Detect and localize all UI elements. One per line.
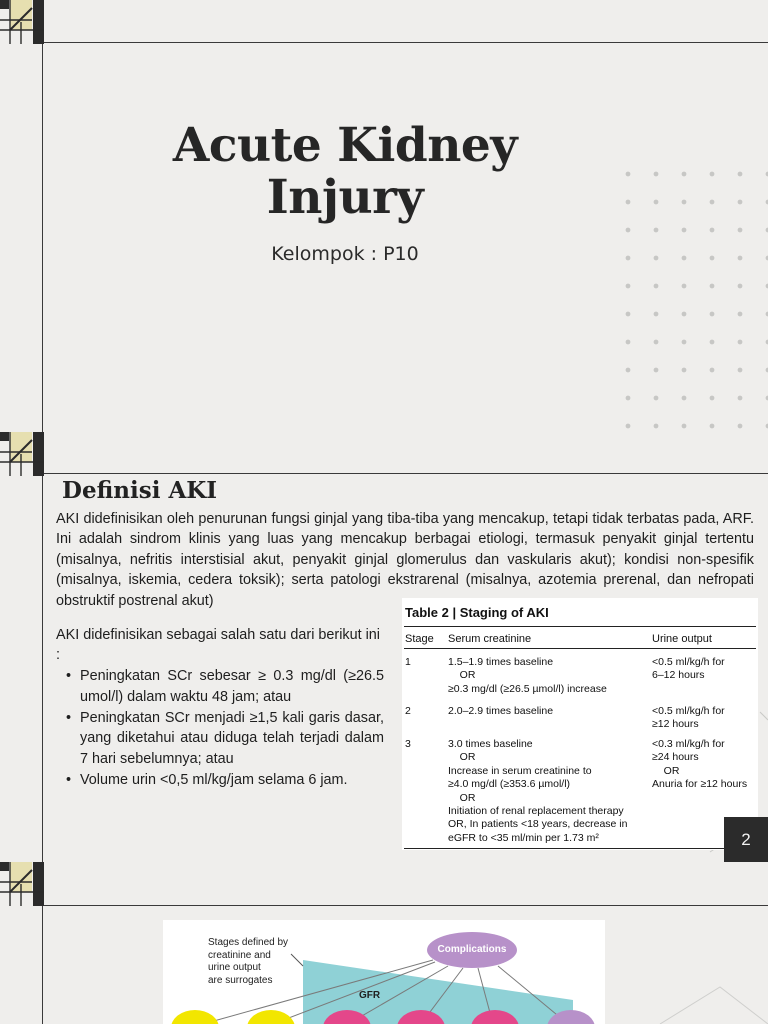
column-header-creatinine: Serum creatinine [448, 633, 532, 645]
staging-table [402, 598, 758, 850]
corner-grid-icon [0, 862, 44, 906]
gfr-label: GFR [359, 990, 381, 1001]
figure-note: Stages defined by creatinine and urine output are surrogates [208, 937, 289, 986]
horizontal-divider [0, 42, 768, 43]
list-item: • Volume urin <0,5 ml/kg/jam selama 6 jam. [66, 770, 384, 791]
page-number: 2 [724, 817, 768, 862]
table-rule [404, 848, 756, 849]
table-cell-creatinine: 2.0–2.9 times baseline [448, 705, 554, 717]
title-line-1: Acute Kidney [172, 118, 518, 173]
column-header-stage: Stage [405, 633, 434, 645]
criteria-list [66, 666, 384, 791]
decorative-triangles [640, 972, 768, 1024]
table-cell-stage: 2 [405, 705, 411, 717]
list-item: • Peningkatan SCr sebesar ≥ 0.3 mg/dl (≥26.5 umol/l) dalam waktu 48 jam; atau [66, 666, 384, 708]
list-item: • Peningkatan SCr menjadi ≥1,5 kali garis dasar, yang diketahui atau diduga telah terjadi dalam 7 hari sebelumnya; atau [66, 708, 384, 770]
corner-grid-icon [0, 0, 44, 44]
corner-grid-icon [0, 432, 44, 476]
table-cell-urine: <0.5 ml/kg/h for ≥12 hours [652, 705, 725, 731]
table-cell-creatinine: 1.5–1.9 times baseline OR ≥0.3 mg/dl (≥26.5 µmol/l) increase [448, 656, 607, 695]
vertical-divider [42, 0, 43, 432]
definition-paragraph: AKI didefinisikan oleh penurunan fungsi ginjal yang tiba-tiba yang mencakup, tetapi tidak terbatas pada, ARF. Ini adalah sindrom klinis yang luas yang mencakup berbagai etiologi, termasuk penyakit ginjal tertentu (misalnya, nefritis interstisial akut, penyakit ginjal glomerulus dan vaskularis akut); kondisi non-spesifik (misalnya, iskemia, cedera toksik); serta patologi ekstrarenal (misalnya, azotemia prerenal, dan nefropati obstruktif postrenal akut) [56, 511, 754, 609]
vertical-divider [42, 432, 43, 862]
table-rule [404, 648, 756, 649]
presentation-title [130, 120, 560, 224]
table-title: Table 2 | Staging of AKI [405, 605, 549, 620]
dot-pattern [622, 168, 768, 432]
title-slide [0, 0, 768, 432]
group-subtitle: Kelompok : P10 [271, 243, 419, 265]
column-header-urine: Urine output [652, 633, 712, 645]
table-cell-creatinine: 3.0 times baseline OR Increase in serum creatinine to ≥4.0 mg/dl (≥353.6 µmol/l) OR Initiation of renal replacement therapy OR, In patients <18 years, decrease in eGFR to <35 ml/min per 1.73 m² [448, 738, 628, 844]
diagram-slide [0, 862, 768, 1024]
table-cell-urine: <0.3 ml/kg/h for ≥24 hours OR Anuria for ≥12 hours [652, 738, 748, 791]
table-cell-stage: 3 [405, 738, 411, 750]
table-cell-urine: <0.5 ml/kg/h for 6–12 hours [652, 656, 725, 682]
horizontal-divider [0, 473, 768, 474]
aki-concept-figure [163, 920, 605, 1024]
criteria-intro: AKI didefinisikan sebagai salah satu dari berikut ini : [56, 627, 380, 664]
title-line-2: Injury [266, 170, 424, 225]
horizontal-divider [0, 905, 768, 906]
complications-node: Complications [427, 932, 517, 968]
definition-slide [0, 432, 768, 862]
table-cell-stage: 1 [405, 656, 411, 668]
table-rule [404, 626, 756, 627]
section-heading: Definisi AKI [62, 477, 218, 504]
